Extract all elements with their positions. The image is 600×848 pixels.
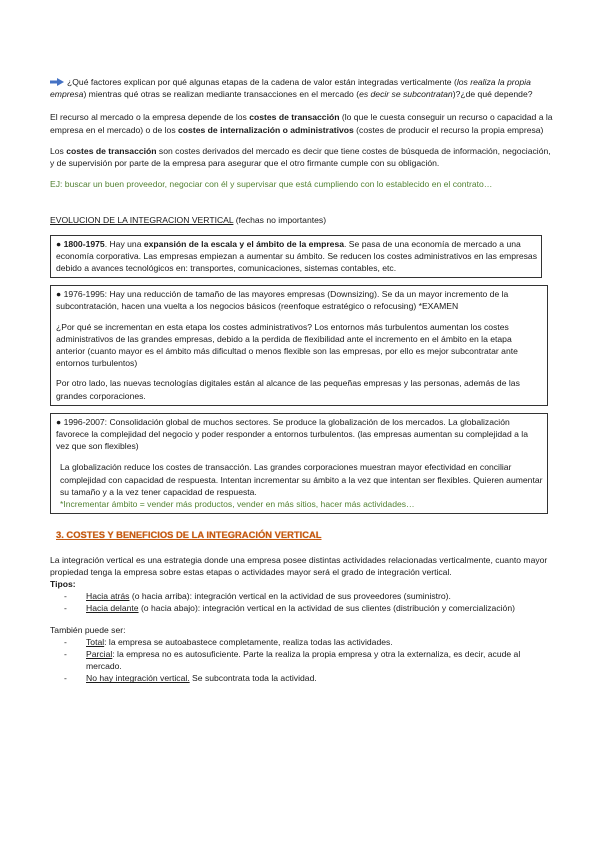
section-3-heading: 3. COSTES Y BENEFICIOS DE LA INTEGRACIÓN VERTICAL xyxy=(56,529,322,541)
p2-text-a: Los xyxy=(50,145,67,156)
p1-bold-b: costes de internalización o administrativos xyxy=(178,124,354,135)
types-list xyxy=(50,590,554,614)
also-text: : la empresa se autoabastece completamente, realiza todas las actividades. xyxy=(104,636,393,647)
box1-text-c: . Se pasa de una economía de mercado a una economía corporativa. Las empresas empiezan a aumentar su ámbito. Se reducen los costes administrativos en las empresas debido a avances tecnológicos en: transportes, comunicaciones, sistemas contables, etc. xyxy=(56,238,538,274)
type-text: (o hacia arriba): integración vertical en la actividad de sus proveedores (suministro). xyxy=(129,591,451,602)
also-term: Total xyxy=(86,636,105,647)
box2-paragraph-2: ¿Por qué se incrementan en esta etapa los costes administrativos? Los entornos más turbulentos aumentan los costes administrativos de las grandes empresas, debido a la perdida de flexibilidad ante el incremento en el ámbito en la etapa anterior (cuanto mayor es el ámbito más dificultad o menos flexible son las empresas, por ello es mejor subcontratar ante entornos turbulentos) xyxy=(56,321,518,369)
period-box-1800-1975 xyxy=(50,235,542,279)
type-term: Hacia atrás xyxy=(86,591,130,602)
type-term: Hacia delante xyxy=(86,603,139,614)
box1-bold: expansión de la escala y el ámbito de la empresa xyxy=(143,238,345,249)
list-item xyxy=(64,602,554,614)
section-3-intro: La integración vertical es una estrategia donde una empresa posee distintas actividades relacionadas verticalmente, cuanto mayor propiedad tenga la empresa sobre estas etapas o actividades mayor será el grado de integración vertical. xyxy=(50,554,548,577)
types-label: Tipos: xyxy=(50,579,76,590)
also-text: Se subcontrata toda la actividad. xyxy=(189,673,317,684)
arrow-right-icon xyxy=(50,78,64,86)
p1-text-a: El recurso al mercado o la empresa depende de los xyxy=(50,112,250,123)
intro-question xyxy=(50,76,554,100)
question-text-b: los realiza la propia empresa xyxy=(50,77,531,100)
p1-bold-a: costes de transacción xyxy=(249,112,340,123)
question-text-d: es decir se subcontratan xyxy=(359,89,453,100)
box2-paragraph-3: Por otro lado, las nuevas tecnologías digitales están al alcance de las pequeñas empresas y las personas, además de las grandes corporaciones. xyxy=(56,378,520,401)
box3-paragraph-2: La globalización reduce los costes de transacción. Las grandes corporaciones muestran mayor efectividad en conciliar complejidad con capacidad de respuesta. Intentan incrementar su ámbito a la vez que intentan ser flexibles. Quieren aumentar su tamaño y a la vez tener capacidad de respuesta. xyxy=(60,462,543,497)
intro-paragraph-2 xyxy=(50,145,554,169)
question-text-e: )?¿de qué depende? xyxy=(452,89,533,100)
p1-text-b: (lo que le cuesta conseguir un recurso o capacidad a la empresa en el mercado) o de los xyxy=(50,112,553,135)
type-text: (o hacia abajo): integración vertical en la actividad de sus clientes (distribución y comercialización) xyxy=(138,603,515,614)
box3-paragraph-1: ● 1996-2007: Consolidación global de muchos sectores. Se produce la globalización de los mercados. La globalización favorece la complejidad del negocio y poder responder a entornos turbulentos. (las empresas aumentan su complejidad a la vez que son flexibles) xyxy=(56,416,528,452)
list-item xyxy=(64,590,554,602)
list-item xyxy=(64,636,554,648)
list-item xyxy=(64,648,554,672)
p2-text-b: son costes derivados del mercado es decir que tiene costes de búsqueda de información, negociación, y de supervisión por parte de la empresa para asegurar que el otro firmante cumple con su obligación. xyxy=(50,145,551,169)
p2-bold: costes de transacción xyxy=(66,145,157,156)
box1-text xyxy=(56,238,537,275)
example-text: EJ: buscar un buen proveedor, negociar con él y supervisar que está cumpliendo con lo establecido en el contrato… xyxy=(50,179,493,190)
period-box-1996-2007 xyxy=(50,413,548,514)
period-box-1976-1995 xyxy=(50,285,548,406)
also-label: También puede ser: xyxy=(50,624,126,635)
also-list xyxy=(50,636,554,685)
intro-paragraph-1 xyxy=(50,111,554,135)
question-text-a: ¿Qué factores explican por qué algunas etapas de la cadena de valor están integradas verticalmente ( xyxy=(67,77,457,87)
evolution-heading xyxy=(50,214,554,226)
bullet-icon: ● xyxy=(56,238,64,249)
box2-paragraph-1: ● 1976-1995: Hay una reducción de tamaño de las mayores empresas (Downsizing). Se da un mayor incremento de la subcontratación, hacen una vuelta a los negocios básicos (reenfoque estratégico o refocusing) *EXAMEN xyxy=(56,289,509,312)
also-term: Parcial xyxy=(86,649,113,660)
also-term: No hay integración vertical. xyxy=(86,673,190,684)
question-text-c: ) mientras qué otras se realizan mediante transacciones en el mercado ( xyxy=(83,89,360,100)
evolution-title-note: (fechas no importantes) xyxy=(233,215,327,226)
evolution-title: EVOLUCION DE LA INTEGRACION VERTICAL xyxy=(50,215,234,226)
list-item xyxy=(64,672,554,684)
box1-text-a: . Hay una xyxy=(104,238,144,249)
also-text: : la empresa no es autosuficiente. Parte la realiza la propia empresa y otra la externaliza, es decir, acude al mercado. xyxy=(86,649,521,672)
box1-period: 1800-1975 xyxy=(63,238,105,249)
box3-note: *Incrementar ámbito = vender más productos, vender en más sitios, hacer más actividades… xyxy=(60,499,415,510)
p1-text-c: (costes de producir el recurso la propia empresa) xyxy=(353,124,544,135)
